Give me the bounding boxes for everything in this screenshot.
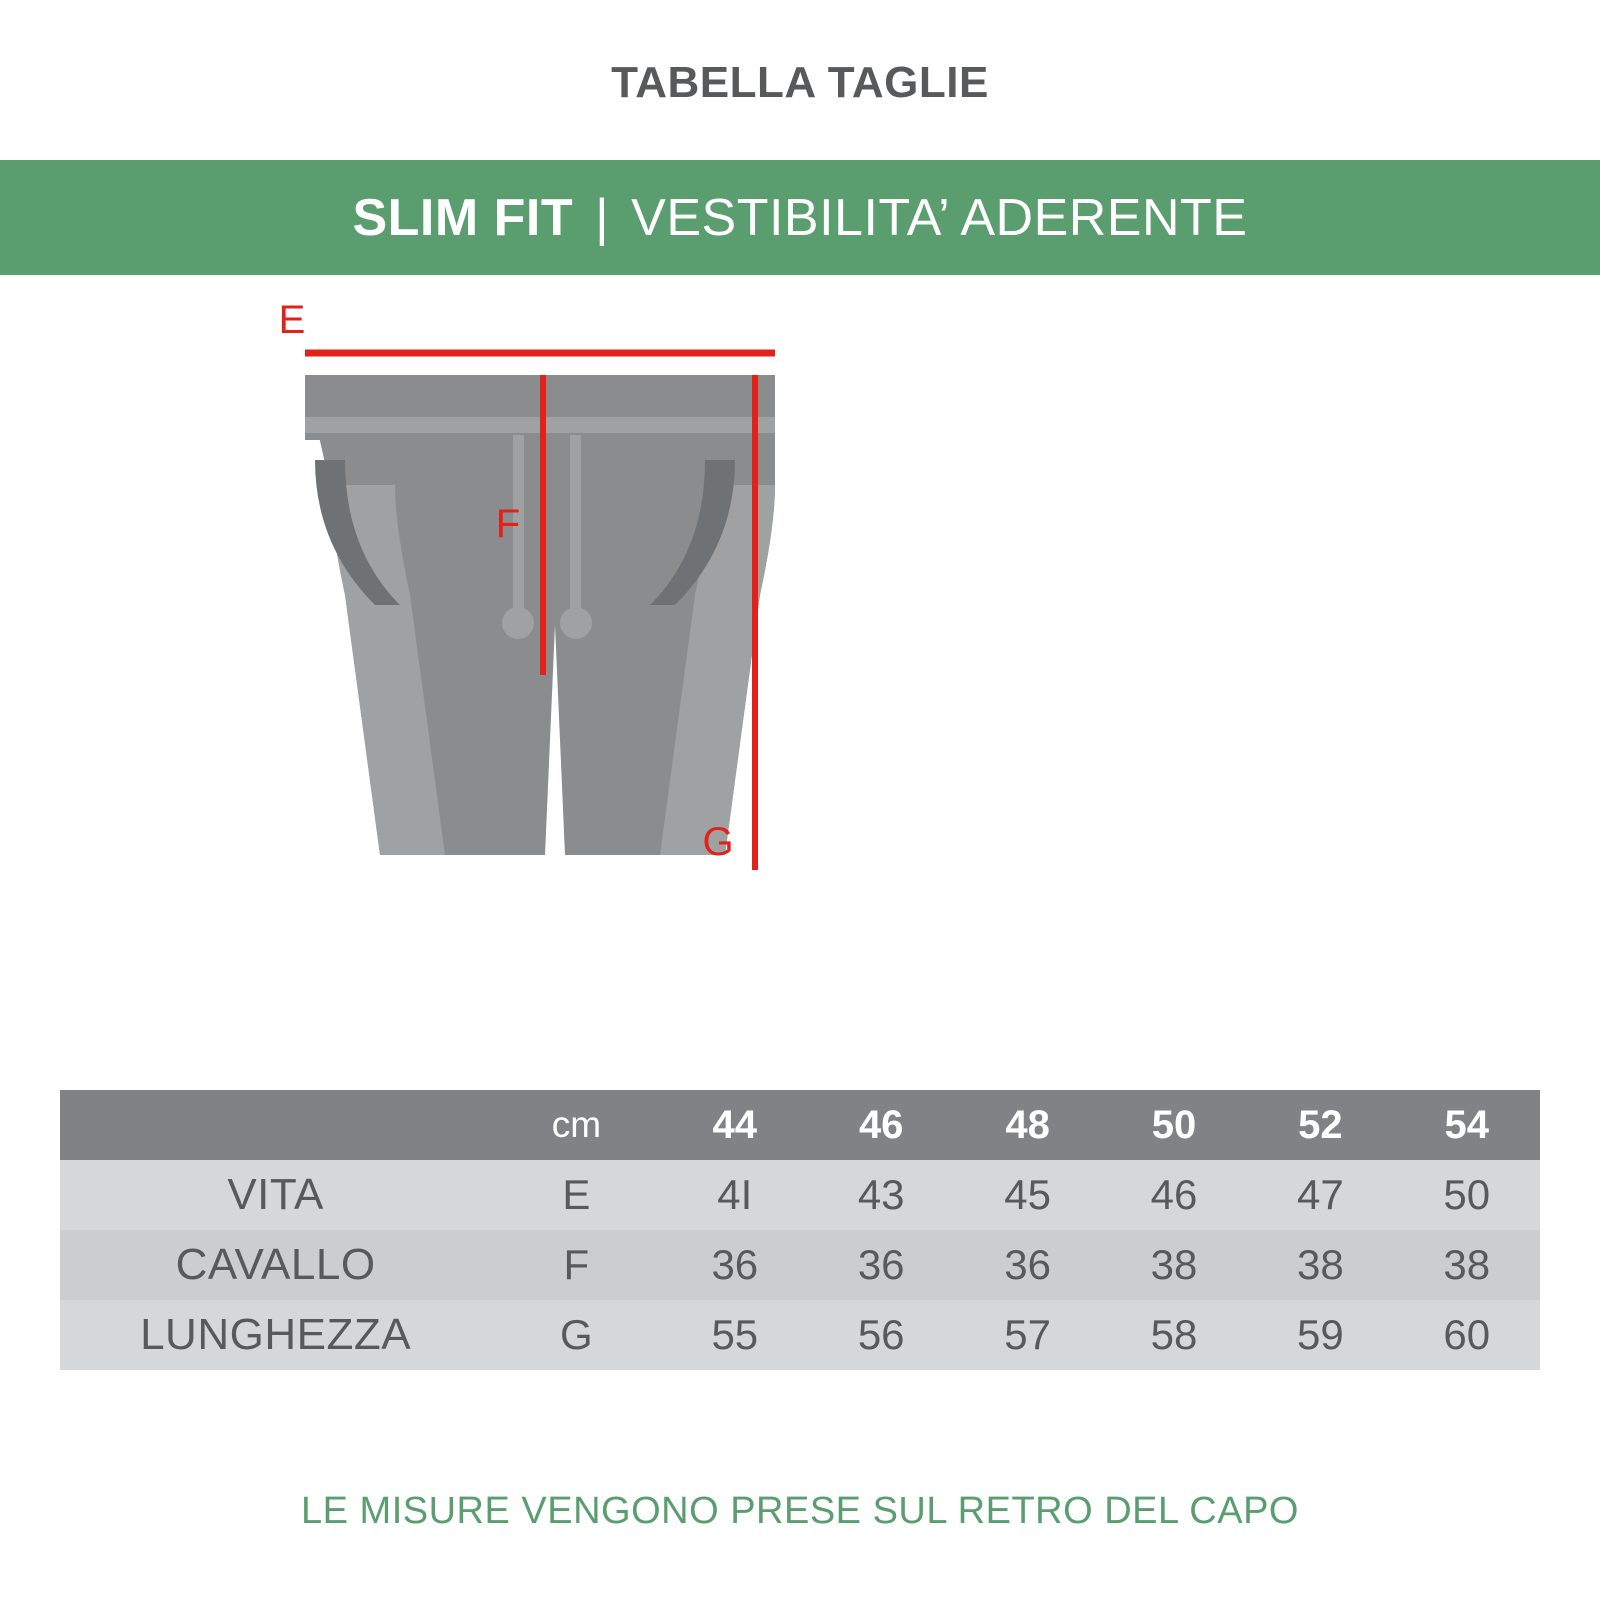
row-code-vita: E [562,1171,591,1218]
size-table-wrapper [60,1090,1540,1370]
header-blank [60,1090,491,1160]
cell-cavallo-50: 38 [1150,1241,1198,1288]
header-size-44: 44 [712,1102,758,1147]
cell-lunghezza-48: 57 [1004,1311,1051,1358]
row-code-cavallo: F [563,1241,590,1288]
size-table-head [60,1090,1540,1160]
page-title: TABELLA TAGLIE [611,58,989,107]
header-size-50: 50 [1151,1102,1197,1147]
drawstring-right [570,435,581,615]
cell-lunghezza-54: 60 [1443,1311,1491,1358]
measure-label-F: F [495,502,521,546]
header-size-52: 52 [1298,1102,1343,1147]
cell-cavallo-44: 36 [711,1241,759,1288]
cell-vita-44: 4I [717,1171,753,1218]
size-table-body [60,1160,1540,1370]
banner-separator: | [595,188,610,247]
fit-description: VESTIBILITA’ ADERENTE [631,188,1248,247]
header-size-46: 46 [858,1102,904,1147]
row-label-cavallo: CAVALLO [175,1240,376,1289]
size-table [60,1090,1540,1370]
footer-note: LE MISURE VENGONO PRESE SUL RETRO DEL CAPO [301,1490,1299,1532]
fit-banner-content [352,188,1247,248]
cell-vita-48: 45 [1004,1171,1051,1218]
table-row [60,1300,1540,1370]
cell-lunghezza-46: 56 [857,1311,905,1358]
cell-cavallo-46: 36 [857,1241,905,1288]
cell-vita-50: 46 [1150,1171,1198,1218]
header-size-48: 48 [1005,1102,1050,1147]
table-row [60,1230,1540,1300]
cell-vita-54: 50 [1443,1171,1491,1218]
cell-lunghezza-44: 55 [711,1311,759,1358]
table-row [60,1160,1540,1230]
fit-banner [0,160,1600,275]
shorts-illustration [250,275,1350,965]
row-label-lunghezza: LUNGHEZZA [140,1310,412,1359]
cell-lunghezza-52: 59 [1297,1311,1344,1358]
header-unit: cm [551,1104,602,1145]
cell-vita-52: 47 [1297,1171,1344,1218]
header-size-54: 54 [1444,1102,1490,1147]
fit-name: SLIM FIT [352,188,574,247]
table-header-row [60,1090,1540,1160]
garment-diagram [0,275,1600,965]
cell-cavallo-54: 38 [1443,1241,1491,1288]
row-code-lunghezza: G [560,1311,593,1358]
drawstring-tip-right [560,607,592,639]
cell-lunghezza-50: 58 [1150,1311,1198,1358]
row-label-vita: VITA [227,1170,324,1219]
cell-cavallo-48: 36 [1004,1241,1051,1288]
measure-label-G: G [702,820,734,864]
measure-label-E: E [278,298,306,342]
drawstring-tip-left [502,607,534,639]
cell-cavallo-52: 38 [1297,1241,1344,1288]
cell-vita-46: 43 [857,1171,905,1218]
